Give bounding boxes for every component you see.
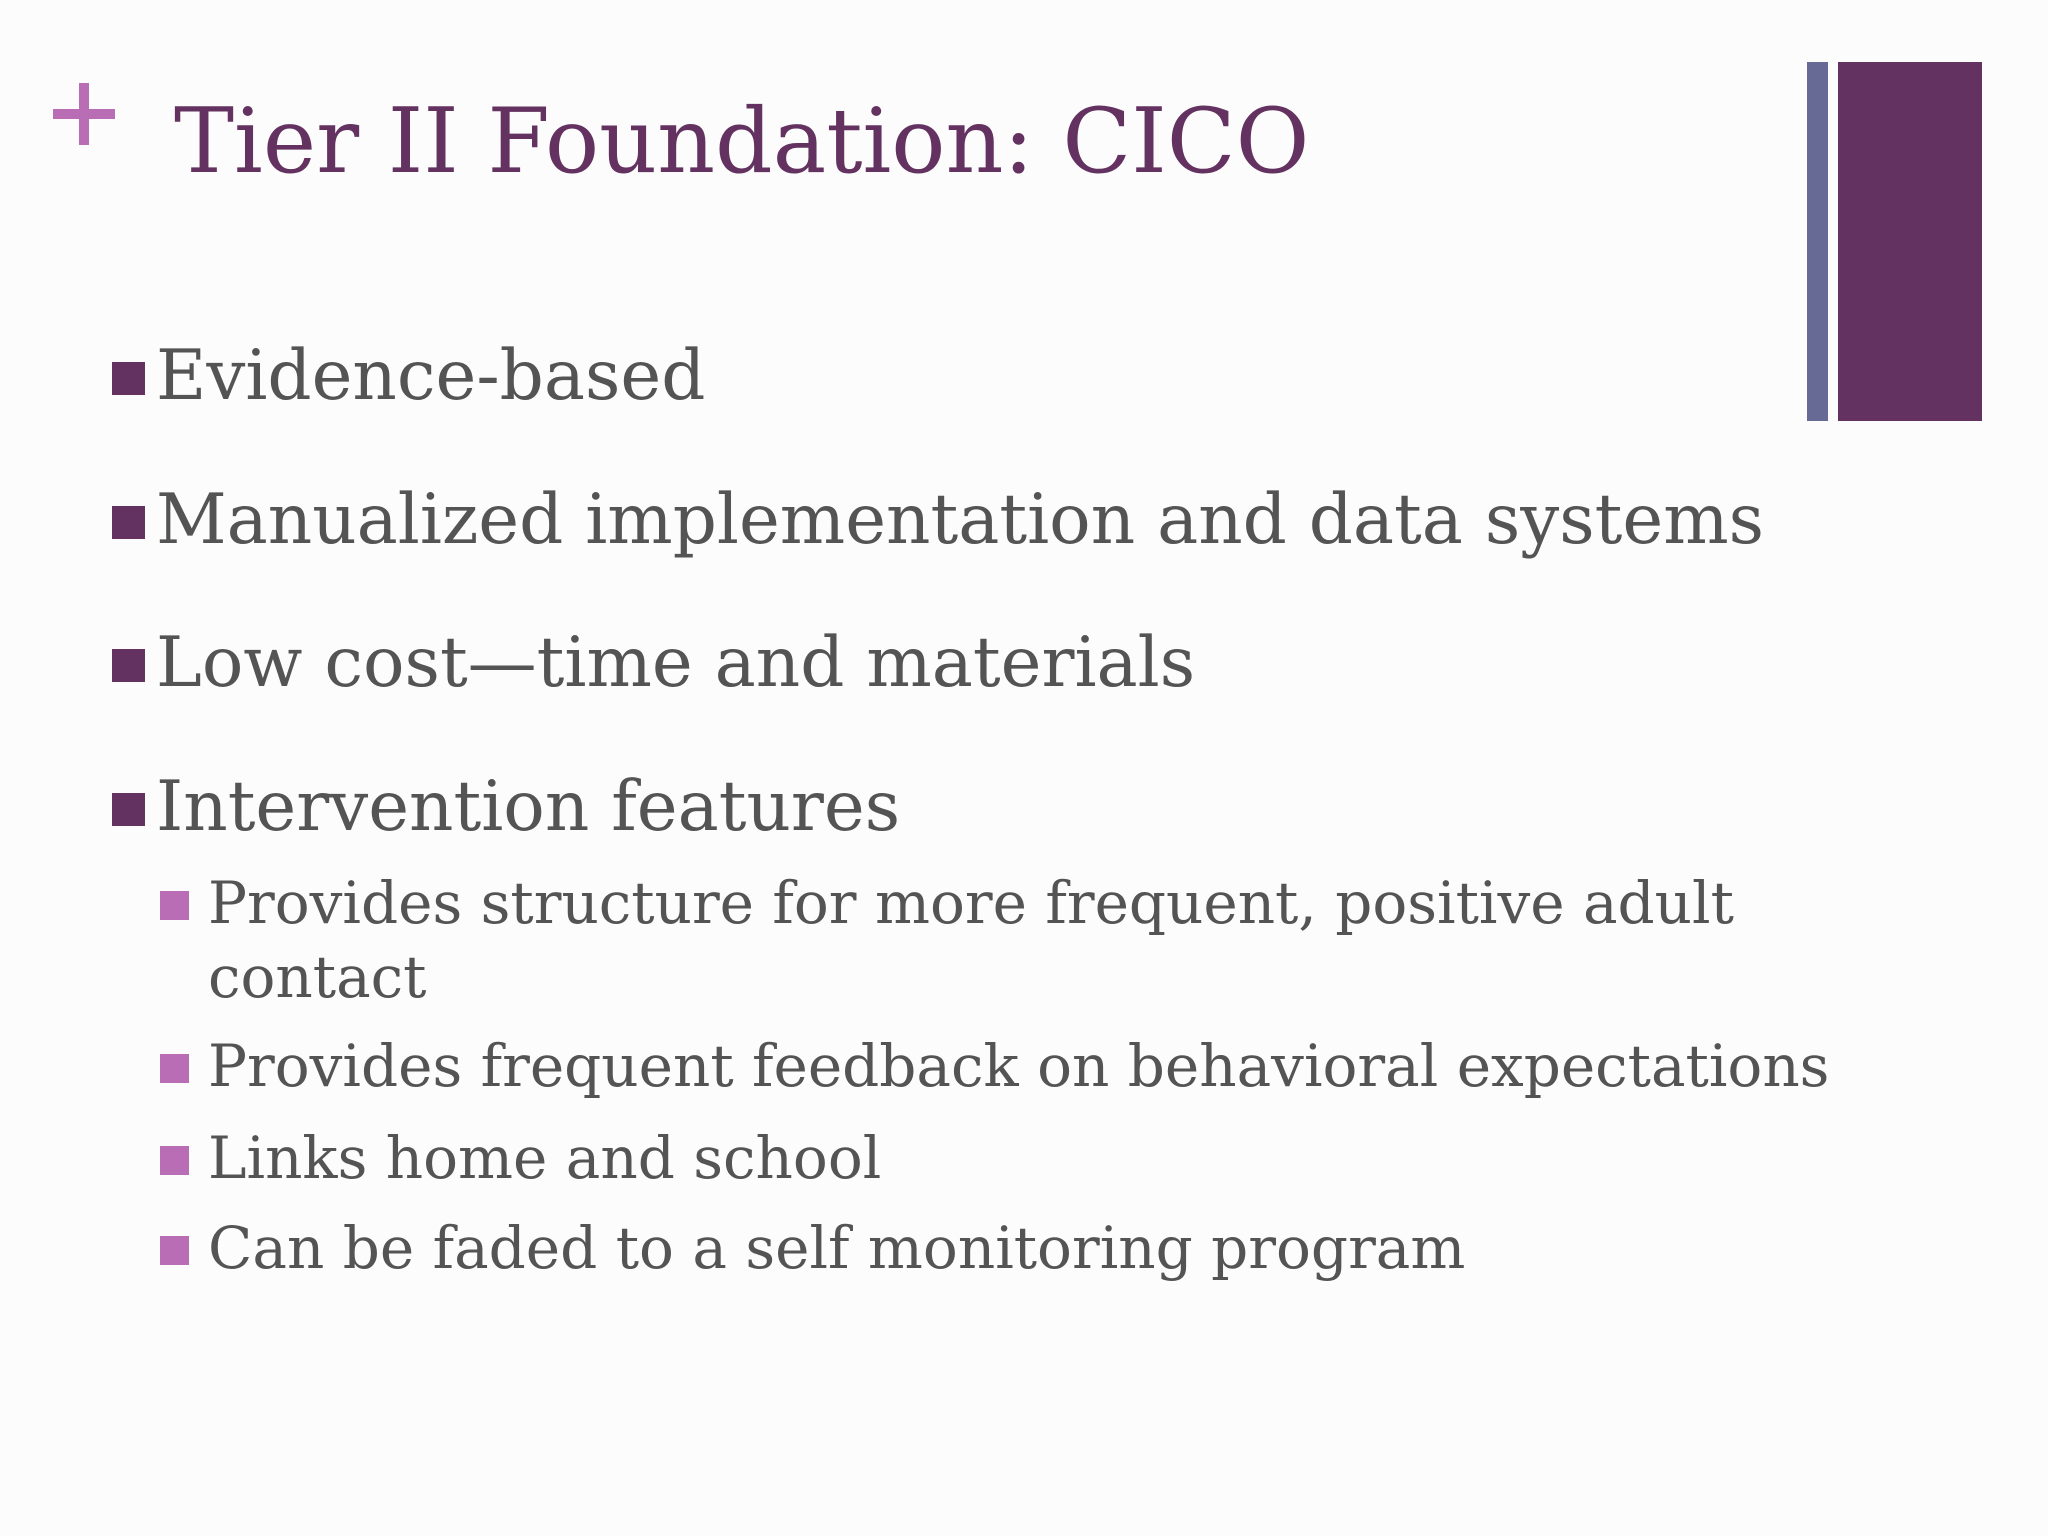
square-bullet-icon bbox=[112, 362, 145, 395]
sub-bullet-item-home-school bbox=[160, 1121, 2028, 1195]
sub-bullet-item-structure bbox=[160, 866, 2028, 1014]
slide-title: Tier II Foundation: CICO bbox=[174, 89, 1310, 194]
bullet-text: Can be faded to a self monitoring program bbox=[208, 1214, 1466, 1282]
bullet-text: Intervention features bbox=[156, 767, 901, 847]
square-bullet-icon bbox=[112, 506, 145, 539]
sub-bullet-item-self-monitoring bbox=[160, 1211, 2028, 1285]
square-bullet-icon bbox=[160, 1054, 189, 1083]
bullet-text bbox=[208, 866, 2028, 1014]
sub-bullet-item-feedback bbox=[160, 1029, 2028, 1103]
bullet-item-intervention-features bbox=[112, 767, 900, 847]
bullet-text-line-1: Provides structure for more frequent, positive adult bbox=[208, 869, 1734, 937]
square-bullet-icon bbox=[112, 793, 145, 826]
square-bullet-icon bbox=[160, 1236, 189, 1265]
bullet-item-evidence-based bbox=[112, 336, 705, 416]
square-bullet-icon bbox=[160, 1146, 189, 1175]
bullet-text: Links home and school bbox=[208, 1124, 882, 1192]
bullet-text-line-2: contact bbox=[208, 943, 427, 1011]
bullet-text: Low cost—time and materials bbox=[156, 623, 1196, 703]
bullet-text: Evidence-based bbox=[156, 336, 706, 416]
square-bullet-icon bbox=[112, 649, 145, 682]
bullet-item-manualized bbox=[112, 480, 1764, 560]
square-bullet-icon bbox=[160, 891, 189, 920]
bullet-item-low-cost bbox=[112, 623, 1195, 703]
bullet-text: Provides frequent feedback on behavioral expectations bbox=[208, 1032, 1830, 1100]
bullet-text: Manualized implementation and data systems bbox=[156, 480, 1765, 560]
